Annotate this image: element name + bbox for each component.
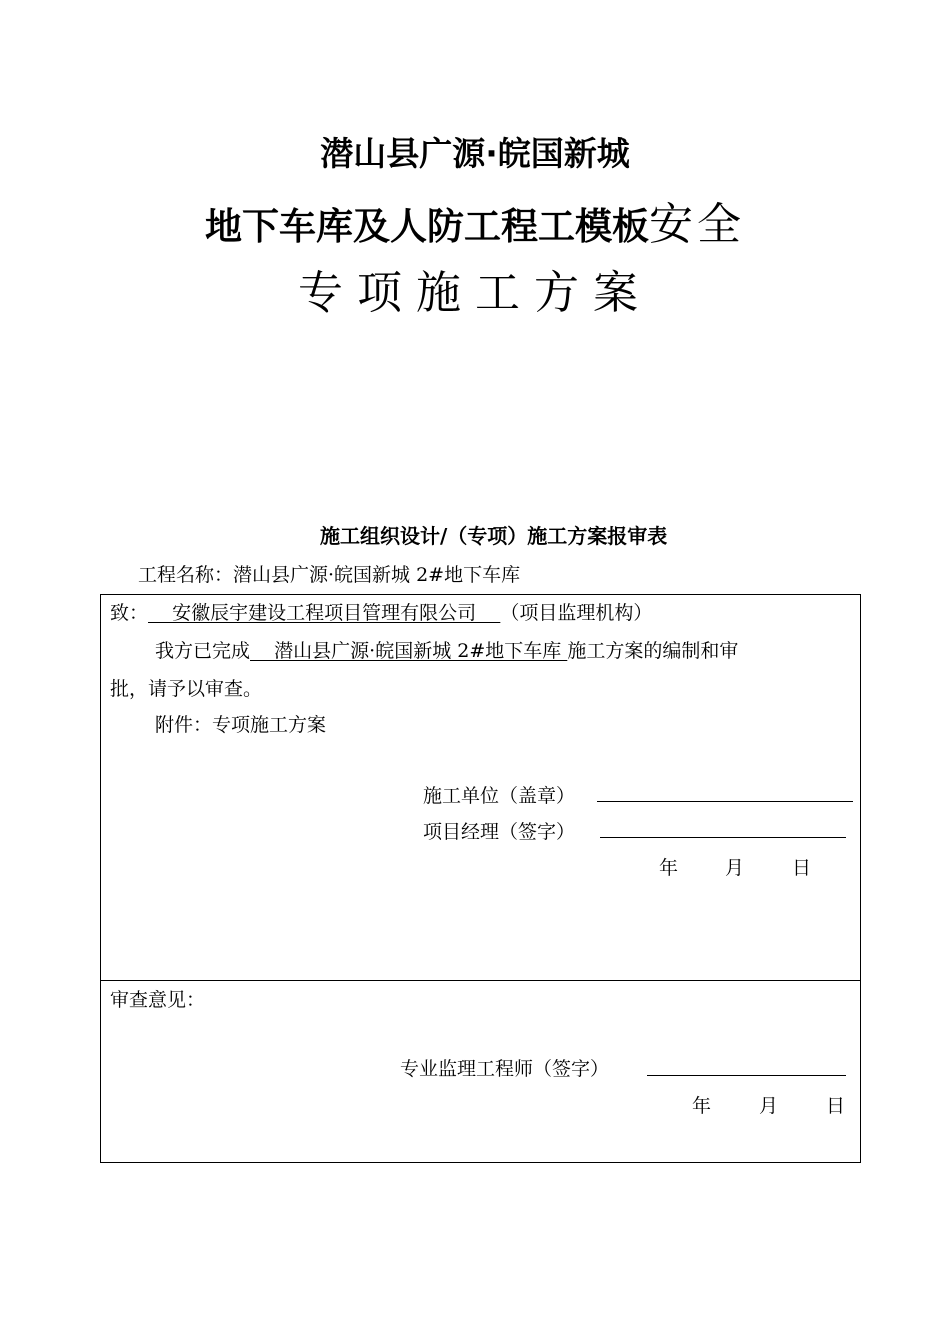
body-line1 <box>155 636 738 663</box>
cover-title-line3: 专项施工方案 <box>297 266 652 319</box>
manager-label: 项目经理（签字） <box>423 821 576 843</box>
date-year: 年 <box>659 857 679 879</box>
project-line <box>138 560 520 587</box>
cover-title-line2 <box>0 188 950 252</box>
attachment: 附件：专项施工方案 <box>155 714 327 736</box>
to-suffix: （项目监理机构） <box>500 602 653 624</box>
review-date-year: 年 <box>692 1095 712 1117</box>
date-month: 月 <box>725 857 745 879</box>
body-project: 潜山县广源·皖国新城 2#地下车库 <box>250 640 568 662</box>
unit-signature-line[interactable] <box>597 801 853 802</box>
body-prefix: 我方已完成 <box>155 640 251 662</box>
cover-title-line2-light: 安全 <box>649 199 745 250</box>
date-day: 日 <box>792 857 812 879</box>
review-label: 审查意见： <box>110 989 206 1011</box>
to-prefix: 致： <box>110 602 149 624</box>
body-line2: 批，请予以审查。 <box>110 678 263 700</box>
to-org: 安徽辰宇建设工程项目管理有限公司 <box>148 602 501 624</box>
cover-title-line1: 潜山县广源·皖国新城 <box>320 134 630 173</box>
engineer-signature-line[interactable] <box>647 1075 846 1076</box>
review-date-day: 日 <box>826 1095 846 1117</box>
engineer-label: 专业监理工程师（签字） <box>400 1058 610 1080</box>
review-date-month: 月 <box>759 1095 779 1117</box>
project-label: 工程名称： <box>138 564 234 586</box>
project-name: 潜山县广源·皖国新城 2#地下车库 <box>233 564 521 586</box>
cover-title-line2-bold: 地下车库及人防工程工模板 <box>205 205 649 248</box>
to-line <box>110 598 652 625</box>
form-title: 施工组织设计/（专项）施工方案报审表 <box>320 524 668 548</box>
manager-signature-line[interactable] <box>600 837 846 838</box>
unit-label: 施工单位（盖章） <box>423 785 576 807</box>
body-suffix: 施工方案的编制和审 <box>567 640 739 662</box>
